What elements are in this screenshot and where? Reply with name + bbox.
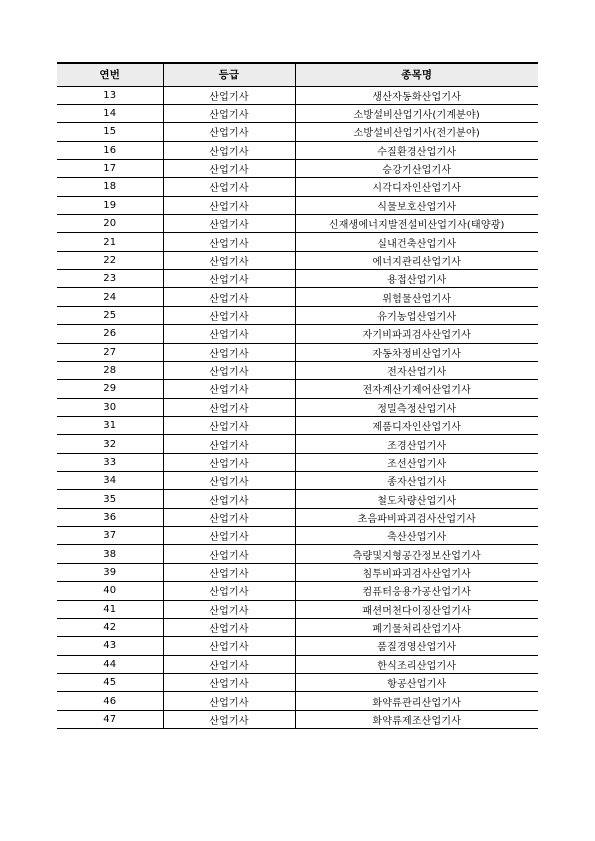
- table-row: [57, 215, 538, 233]
- table-row: [57, 692, 538, 710]
- cell-item: 종자산업기사: [295, 472, 538, 490]
- cell-grade: 산업기사: [163, 288, 295, 306]
- cell-grade: 산업기사: [163, 453, 295, 471]
- table-row: [57, 674, 538, 692]
- cell-item: 한식조리산업기사: [295, 655, 538, 673]
- table-body: [57, 86, 538, 729]
- cell-grade: 산업기사: [163, 674, 295, 692]
- table-header: [57, 63, 538, 86]
- table-row: [57, 251, 538, 269]
- cell-item: 품질경영산업기사: [295, 637, 538, 655]
- cell-item: 유기농업산업기사: [295, 306, 538, 324]
- table-row: [57, 123, 538, 141]
- table-row: [57, 233, 538, 251]
- cell-item: 조선산업기사: [295, 453, 538, 471]
- cell-number: 22: [57, 251, 163, 269]
- cell-number: 45: [57, 674, 163, 692]
- cell-item: 폐기물처리산업기사: [295, 618, 538, 636]
- cell-grade: 산업기사: [163, 361, 295, 379]
- cell-grade: 산업기사: [163, 306, 295, 324]
- cell-number: 16: [57, 141, 163, 159]
- header-item: 종목명: [295, 63, 538, 86]
- cell-number: 44: [57, 655, 163, 673]
- cell-grade: 산업기사: [163, 86, 295, 104]
- cell-grade: 산업기사: [163, 435, 295, 453]
- cell-number: 25: [57, 306, 163, 324]
- table-row: [57, 490, 538, 508]
- cell-number: 47: [57, 710, 163, 728]
- cell-item: 생산자동화산업기사: [295, 86, 538, 104]
- cell-item: 수질환경산업기사: [295, 141, 538, 159]
- cell-grade: 산업기사: [163, 270, 295, 288]
- cell-number: 41: [57, 600, 163, 618]
- table-row: [57, 104, 538, 122]
- cell-item: 용접산업기사: [295, 270, 538, 288]
- table-row: [57, 637, 538, 655]
- table-row: [57, 527, 538, 545]
- cell-grade: 산업기사: [163, 582, 295, 600]
- header-grade: 등급: [163, 63, 295, 86]
- cell-number: 19: [57, 196, 163, 214]
- table-row: [57, 141, 538, 159]
- cell-number: 13: [57, 86, 163, 104]
- table-row: [57, 472, 538, 490]
- cell-item: 항공산업기사: [295, 674, 538, 692]
- table-row: [57, 159, 538, 177]
- table-row: [57, 398, 538, 416]
- cell-number: 18: [57, 178, 163, 196]
- cell-number: 46: [57, 692, 163, 710]
- cell-item: 위험물산업기사: [295, 288, 538, 306]
- table-row: [57, 325, 538, 343]
- cell-grade: 산업기사: [163, 655, 295, 673]
- cell-number: 30: [57, 398, 163, 416]
- table-row: [57, 710, 538, 728]
- cell-grade: 산업기사: [163, 215, 295, 233]
- cell-grade: 산업기사: [163, 141, 295, 159]
- certification-table: [57, 62, 538, 729]
- cell-item: 철도차량산업기사: [295, 490, 538, 508]
- cell-grade: 산업기사: [163, 563, 295, 581]
- cell-grade: 산업기사: [163, 545, 295, 563]
- table-row: [57, 178, 538, 196]
- cell-item: 소방설비산업기사(기계분야): [295, 104, 538, 122]
- table-row: [57, 508, 538, 526]
- cell-item: 제품디자인산업기사: [295, 416, 538, 434]
- table-row: [57, 545, 538, 563]
- cell-number: 27: [57, 343, 163, 361]
- cell-number: 37: [57, 527, 163, 545]
- table-row: [57, 86, 538, 104]
- cell-grade: 산업기사: [163, 343, 295, 361]
- cell-grade: 산업기사: [163, 398, 295, 416]
- cell-grade: 산업기사: [163, 380, 295, 398]
- table-row: [57, 563, 538, 581]
- cell-item: 컴퓨터응용가공산업기사: [295, 582, 538, 600]
- cell-grade: 산업기사: [163, 251, 295, 269]
- cell-number: 29: [57, 380, 163, 398]
- cell-item: 축산산업기사: [295, 527, 538, 545]
- header-number: 연번: [57, 63, 163, 86]
- cell-item: 자기비파괴검사산업기사: [295, 325, 538, 343]
- cell-number: 33: [57, 453, 163, 471]
- cell-grade: 산업기사: [163, 490, 295, 508]
- cell-grade: 산업기사: [163, 600, 295, 618]
- cell-number: 15: [57, 123, 163, 141]
- cell-item: 초음파비파괴검사산업기사: [295, 508, 538, 526]
- cell-item: 자동차정비산업기사: [295, 343, 538, 361]
- cell-item: 화약류관리산업기사: [295, 692, 538, 710]
- table-row: [57, 380, 538, 398]
- cell-grade: 산업기사: [163, 104, 295, 122]
- cell-grade: 산업기사: [163, 159, 295, 177]
- cell-grade: 산업기사: [163, 637, 295, 655]
- cell-number: 26: [57, 325, 163, 343]
- cell-number: 31: [57, 416, 163, 434]
- table-row: [57, 582, 538, 600]
- cell-grade: 산업기사: [163, 233, 295, 251]
- cell-item: 측량및지형공간정보산업기사: [295, 545, 538, 563]
- table-row: [57, 453, 538, 471]
- cell-grade: 산업기사: [163, 508, 295, 526]
- cell-grade: 산업기사: [163, 325, 295, 343]
- table-row: [57, 343, 538, 361]
- cell-item: 조경산업기사: [295, 435, 538, 453]
- cell-item: 전자산업기사: [295, 361, 538, 379]
- cell-grade: 산업기사: [163, 178, 295, 196]
- cell-item: 정밀측정산업기사: [295, 398, 538, 416]
- cell-grade: 산업기사: [163, 123, 295, 141]
- cell-item: 침투비파괴검사산업기사: [295, 563, 538, 581]
- cell-item: 승강기산업기사: [295, 159, 538, 177]
- cell-item: 에너지관리산업기사: [295, 251, 538, 269]
- table-row: [57, 270, 538, 288]
- cell-grade: 산업기사: [163, 416, 295, 434]
- cell-grade: 산업기사: [163, 618, 295, 636]
- table-row: [57, 416, 538, 434]
- cell-grade: 산업기사: [163, 527, 295, 545]
- header-row: [57, 63, 538, 86]
- cell-number: 38: [57, 545, 163, 563]
- cell-grade: 산업기사: [163, 710, 295, 728]
- table-row: [57, 655, 538, 673]
- cell-number: 14: [57, 104, 163, 122]
- cell-grade: 산업기사: [163, 472, 295, 490]
- cell-number: 32: [57, 435, 163, 453]
- cell-grade: 산업기사: [163, 692, 295, 710]
- table-row: [57, 361, 538, 379]
- cell-item: 식물보호산업기사: [295, 196, 538, 214]
- cell-item: 전자계산기제어산업기사: [295, 380, 538, 398]
- cell-number: 17: [57, 159, 163, 177]
- cell-number: 28: [57, 361, 163, 379]
- cell-number: 35: [57, 490, 163, 508]
- cell-number: 21: [57, 233, 163, 251]
- cell-item: 시각디자인산업기사: [295, 178, 538, 196]
- cell-grade: 산업기사: [163, 196, 295, 214]
- table-row: [57, 196, 538, 214]
- cell-item: 화약류제조산업기사: [295, 710, 538, 728]
- cell-number: 43: [57, 637, 163, 655]
- table-row: [57, 306, 538, 324]
- cell-number: 42: [57, 618, 163, 636]
- table-row: [57, 435, 538, 453]
- cell-number: 34: [57, 472, 163, 490]
- table-row: [57, 600, 538, 618]
- cell-number: 39: [57, 563, 163, 581]
- cell-number: 20: [57, 215, 163, 233]
- table-row: [57, 618, 538, 636]
- cell-item: 신재생에너지발전설비산업기사(태양광): [295, 215, 538, 233]
- cell-item: 패션머천다이징산업기사: [295, 600, 538, 618]
- cell-number: 24: [57, 288, 163, 306]
- cell-item: 소방설비산업기사(전기분야): [295, 123, 538, 141]
- cell-item: 실내건축산업기사: [295, 233, 538, 251]
- table-row: [57, 288, 538, 306]
- cell-number: 23: [57, 270, 163, 288]
- cell-number: 40: [57, 582, 163, 600]
- cell-number: 36: [57, 508, 163, 526]
